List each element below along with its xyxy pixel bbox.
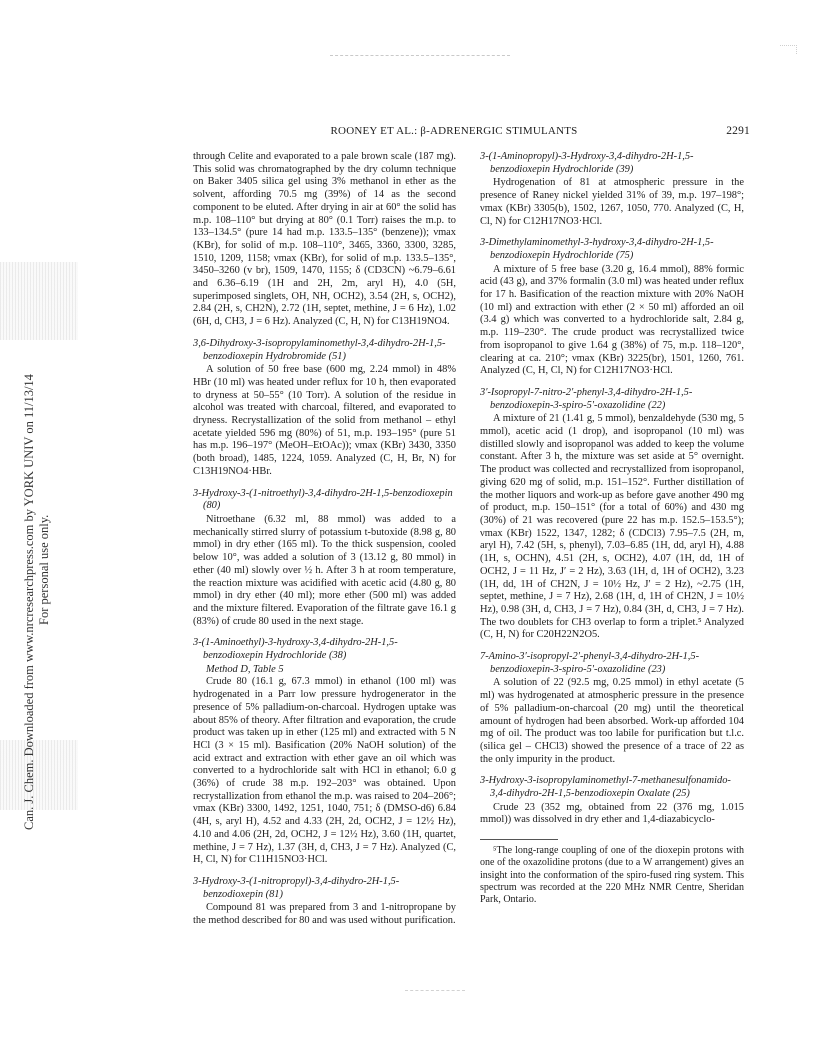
- paragraph: A mixture of 21 (1.41 g, 5 mmol), benzaldehyde (530 mg, 5 mmol), acetic acid (1 drop), and isopropanol (10 ml) was distilled slowly and isopropanol was added to keep the volume constant. After 3 h, the mixture was set aside at 5° overnight. The product was collected and recrystallized from isopropanol, giving 620 mg of solid, m.p. 151–152°. Further distillation of the mother liquors and work-up as before gave another 490 mg of product, m.p. 150–151° (for a total of 60%) and 430 mg (30%) of 21 was recovered (pure 22 has m.p. 152.5–153.5°); νmax (KBr) 1522, 1347, 1282; δ (CDCl3) 7.95–7.5 (2H, m, aryl H), 7.42 (5H, s, phenyl), 7.03–6.85 (1H, dd, aryl H), 4.88 (1H, s, OCHN), 4.51 (2H, s, OCH2), 4.07 (1H, dd, 1H of OCH2, J = 11 Hz, J′ = 2 Hz), 3.63 (1H, d, 1H of OCH2), 3.23 (1H, dd, 1H of CH2N, J = 10½ Hz, J′ = 2 Hz), ~2.75 (1H, septet, methine, J = 7 Hz), 2.68 (1H, d, 1H of CH2N, J = 10½ Hz), 0.98 (3H, d, CH3, J = 7 Hz), 0.84 (3H, d, CH3, J = 7 Hz). The two doublets for CH3 overlap to form a triplet.⁵ Analyzed (C, H, N) for C20H22N2O5.: [480, 413, 744, 641]
- paragraph: through Celite and evaporated to a pale brown scale (187 mg). This solid was chromatographed by the dry column technique on Baker 3405 silica gel using 3% methanol in ether as the solvent, affording 70.5 mg (39%) of 14 as the second component to be eluted. After drying in air at 60° the solid has m.p. 108–110° but drying at 80° (0.1 Torr) raises the m.p. to 133–134.5° (pure 14 had m.p. 133.5–135° (benzene)); νmax (KBr), for solid of m.p. 108–110°, 3465, 3360, 3300, 3285, 1510, 1209, 1158; νmax (KBr), for solid of m.p. 133.5–135°, 3450–3260 (v br), 1509, 1470, 1155; δ (CD3CN) ~6.79–6.61 and 6.36–6.19 (1H and 2H, 2m, aryl H), 4.0 (5H, superimposed singlets, OH, NH, OCH2), 3.54 (2H, s, OCH2), 2.84 (2H, s, CH2N), 2.72 (1H, septet, methine, J = 6 Hz), 1.02 (6H, d, CH3, J = 6 Hz). Analyzed (C, H, N) for C13H19NO4.: [193, 151, 456, 328]
- paragraph: A solution of 50 free base (600 mg, 2.24 mmol) in 48% HBr (10 ml) was heated under reflux for 10 h, then evaporated to dryness at 50–55° (10 Torr). A solution of the residue in alcohol was treated with charcoal, filtered, and evaporated to dryness. Recrystallization of the solid from methanol – ethyl acetate yielded 596 mg (80%) of 51, m.p. 193–195° (pure 51 has m.p. 196–197° (MeOH–EtOAc)); νmax (KBr) 3430, 3350 (both broad), 1485, 1224, 1059. Analyzed (C, H, Br, N) for C13H19NO4·HBr.: [193, 364, 456, 477]
- paragraph: Crude 23 (352 mg, obtained from 22 (376 mg, 1.015 mmol)) was dissolved in dry ether and 1,4-diazabicyclo-: [480, 801, 744, 826]
- download-notice-line2: For personal use only.: [37, 514, 51, 625]
- section-heading: 3-(1-Aminoethyl)-3-hydroxy-3,4-dihydro-2H-1,5-benzodioxepin Hydrochloride (38): [193, 637, 398, 662]
- section-heading: 7-Amino-3′-isopropyl-2′-phenyl-3,4-dihydro-2H-1,5-benzodioxepin-3-spiro-5′-oxazolidine (23): [480, 651, 700, 675]
- download-notice-line1: Can. J. Chem. Downloaded from www.nrcresearchpress.com by YORK UNIV on 11/13/14: [22, 374, 36, 830]
- download-sidebar: [4, 120, 51, 880]
- paragraph: Compound 81 was prepared from 3 and 1-nitropropane by the method described for 80 and was used without purification.: [193, 902, 456, 927]
- section-heading: 3-Dimethylaminomethyl-3-hydroxy-3,4-dihydro-2H-1,5-benzodioxepin Hydrochloride (75): [480, 237, 714, 261]
- section-heading: 3-(1-Aminopropyl)-3-Hydroxy-3,4-dihydro-2H-1,5-benzodioxepin Hydrochloride (39): [480, 151, 694, 175]
- scan-dashes-top: [330, 55, 510, 58]
- paragraph: Hydrogenation of 81 at atmospheric pressure in the presence of Raney nickel yielded 31% of 39, m.p. 197–198°; νmax (KBr) 3305(b), 1502, 1267, 1050, 770. Analyzed (C, H, Cl, N) for C12H17NO3·HCl.: [480, 177, 744, 227]
- section-heading: 3′-Isopropyl-7-nitro-2′-phenyl-3,4-dihydro-2H-1,5-benzodioxepin-3-spiro-5′-oxazolidine (22): [480, 386, 693, 411]
- footnote-rule: [480, 839, 558, 840]
- paragraph: Crude 80 (16.1 g, 67.3 mmol) in ethanol (100 ml) was hydrogenated in a Parr low pressure hydrogenerator in the presence of 5% palladium-on-charcoal. Hydrogen uptake was about 85% of theory. After filtration and evaporation, the crude product was taken up in ether (125 ml) and extracted with 5 N HCl (3 × 15 ml). Basification (20% NaOH solution) of the acid extract and extraction with ether gave an oil which was converted to a hydrochloride salt with HCl in ethanol; 6.0 g (36%) of crude 38 m.p. 192–203° was obtained. Upon recrystallization from ethanol the m.p. was raised to 204–206°; νmax (KBr) 3300, 1492, 1251, 1040, 751; δ (DMSO-d6) 6.84 (4H, s, aryl H), 4.52 and 4.33 (2H, 2d, OCH2, J = 12½ Hz), 4.10 and 4.06 (2H, 2d, OCH2, J = 12½ Hz), 3.60 (1H, quartet, methine, J = 7 Hz), 1.37 (3H, d, CH3, J = 7 Hz). Analyzed (C, H, Cl, N) for C11H15NO3·HCl.: [193, 676, 456, 866]
- footnote: ⁵The long-range coupling of one of the dioxepin protons with one of the oxazolidine protons (due to a W arrangement) gives an insight into the conformation of the spiro-fused ring system. This spectrum was recorded at the 220 MHz NMR Centre, Sheridan Park, Ontario.: [480, 845, 744, 906]
- download-notice: [22, 374, 52, 830]
- section-heading: 3-Hydroxy-3-(1-nitropropyl)-3,4-dihydro-2H-1,5-benzodioxepin (81): [193, 875, 400, 900]
- running-head: [194, 125, 750, 139]
- paragraph: A solution of 22 (92.5 mg, 0.25 mmol) in ethyl acetate (5 ml) was hydrogenated at atmospheric pressure in the presence of 5% palladium-on-charcoal (20 mg) until the theoretical amount of hydrogen had been absorbed. Work-up afforded 104 mg of oil. The product was too labile for purification but t.l.c. (silica gel – CHCl3) showed the presence of a trace of 22 as the only impurity in the product.: [480, 677, 744, 765]
- running-head-title: ROONEY ET AL.: β-ADRENERGIC STIMULANTS: [330, 125, 578, 137]
- right-column: [480, 151, 744, 907]
- page-number: 2291: [726, 125, 750, 137]
- paragraph: Nitroethane (6.32 ml, 88 mmol) was added to a mechanically stirred slurry of potassium t-butoxide (8.98 g, 80 mmol) in dry ether (165 ml). To the thick suspension, cooled below 10°, was added a solution of 3 (13.12 g, 80 mmol) in ether (40 ml) slowly over ½ h. After 3 h at room temperature, the reaction mixture was acidified with acetic acid (4.80 g, 80 mmol) in dry ether (40 ml); more ether (500 ml) was added and the mixture filtered. Evaporation of the filtrate gave 16.1 g (83%) of crude 80 used in the next stage.: [193, 513, 456, 627]
- section-heading: 3,6-Dihydroxy-3-isopropylaminomethyl-3,4-dihydro-2H-1,5-benzodioxepin Hydrobromide (51): [193, 337, 446, 362]
- left-column: [193, 151, 456, 928]
- paragraph: A mixture of 5 free base (3.20 g, 16.4 mmol), 88% formic acid (43 g), and 37% formalin (3.0 ml) was heated under reflux for 17 h. Basification of the reaction mixture with 20% NaOH (10 ml) and extraction with ether (2 × 50 ml) afforded an oil (3.4 g) which was converted to a hydrochloride salt, 2.84 g, m.p. 119–230°. The crude product was recrystallized twice from isopropanol to give 1.64 g (38%) of 75, m.p. 118–120°, clearing at ca. 210°; νmax (KBr) 3225(br), 1501, 1260, 761. Analyzed (C, H, Cl, N) for C12H17NO3·HCl.: [480, 263, 744, 377]
- scan-dashes-bottom: [405, 990, 465, 993]
- corner-mark: [780, 45, 797, 54]
- section-heading: 3-Hydroxy-3-isopropylaminomethyl-7-methanesulfonamido-3,4-dihydro-2H-1,5-benzodioxepin Oxalate (25): [480, 775, 731, 800]
- section-heading: 3-Hydroxy-3-(1-nitroethyl)-3,4-dihydro-2H-1,5-benzodioxepin (80): [193, 487, 453, 512]
- method-label: Method D, Table 5: [206, 663, 284, 675]
